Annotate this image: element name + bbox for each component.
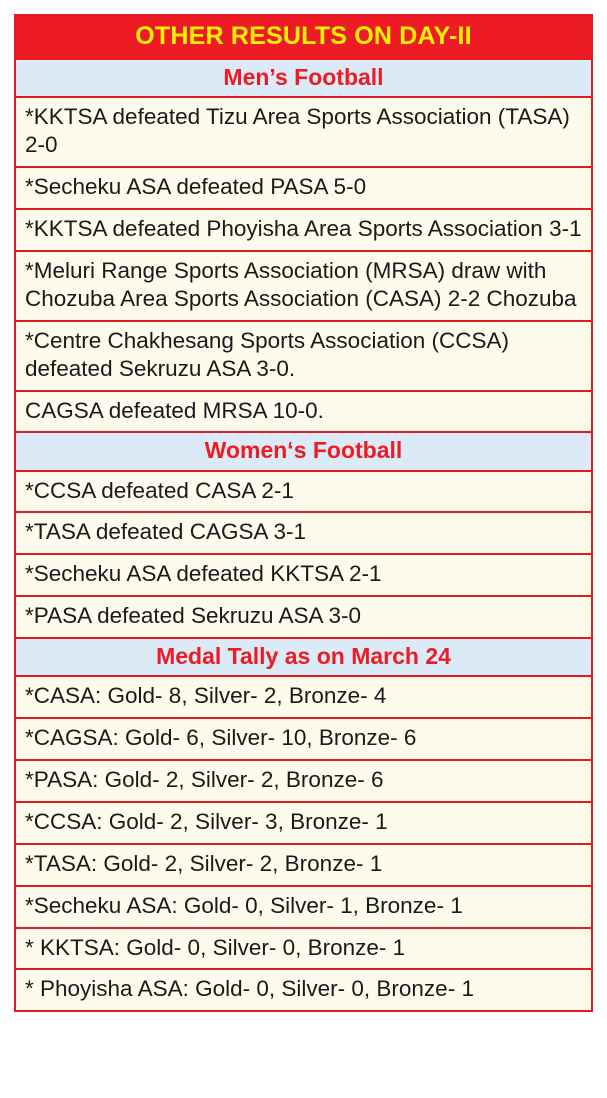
table-row [16,929,591,971]
table-row [16,887,591,929]
table-row [16,803,591,845]
table-row [16,472,591,514]
table-row [16,719,591,761]
result-text: *Centre Chakhesang Sports Association (CCSA) defeated Sekruzu ASA 3-0. [25,327,509,381]
section-header-label: Women‘s Football [204,437,403,464]
section-header-row [16,433,591,471]
section-header-label: Medal Tally as on March 24 [156,643,451,670]
medal-tally-text: * Phoyisha ASA: Gold- 0, Silver- 0, Bronze- 1 [25,976,474,1002]
result-text: *Secheku ASA defeated PASA 5-0 [25,174,367,200]
table-row [16,597,591,639]
result-text: *TASA defeated CAGSA 3-1 [25,519,306,545]
section-header-row [16,639,591,677]
medal-tally-text: *CAGSA: Gold- 6, Silver- 10, Bronze- 6 [25,725,417,751]
section-header-label: Men’s Football [223,64,384,91]
table-title: OTHER RESULTS ON DAY-II [135,22,472,50]
result-text: *KKTSA defeated Tizu Area Sports Association (TASA) 2-0 [25,104,570,158]
table-row [16,845,591,887]
table-row [16,322,591,392]
result-text: *CCSA defeated CASA 2-1 [25,477,294,503]
medal-tally-text: *PASA: Gold- 2, Silver- 2, Bronze- 6 [25,767,384,793]
table-row [16,677,591,719]
table-row [16,98,591,168]
table-row [16,761,591,803]
medal-tally-text: *Secheku ASA: Gold- 0, Silver- 1, Bronze- 1 [25,892,463,918]
result-text: *Secheku ASA defeated KKTSA 2-1 [25,561,382,587]
medal-tally-text: *CASA: Gold- 8, Silver- 2, Bronze- 4 [25,683,387,709]
result-text: *PASA defeated Sekruzu ASA 3-0 [25,603,362,629]
table-title-row [16,16,591,60]
medal-tally-text: * KKTSA: Gold- 0, Silver- 0, Bronze- 1 [25,934,406,960]
result-text: *KKTSA defeated Phoyisha Area Sports Association 3-1 [25,216,582,242]
result-text: *Meluri Range Sports Association (MRSA) draw with Chozuba Area Sports Association (CASA) 2-2 Chozuba [25,257,577,311]
table-row [16,252,591,322]
table-row [16,392,591,434]
medal-tally-text: *CCSA: Gold- 2, Silver- 3, Bronze- 1 [25,808,388,834]
table-row [16,513,591,555]
table-row [16,168,591,210]
table-row [16,970,591,1010]
table-row [16,555,591,597]
table-row [16,210,591,252]
results-table [14,14,593,1012]
medal-tally-text: *TASA: Gold- 2, Silver- 2, Bronze- 1 [25,850,383,876]
result-text: CAGSA defeated MRSA 10-0. [25,397,324,423]
section-header-row [16,60,591,98]
